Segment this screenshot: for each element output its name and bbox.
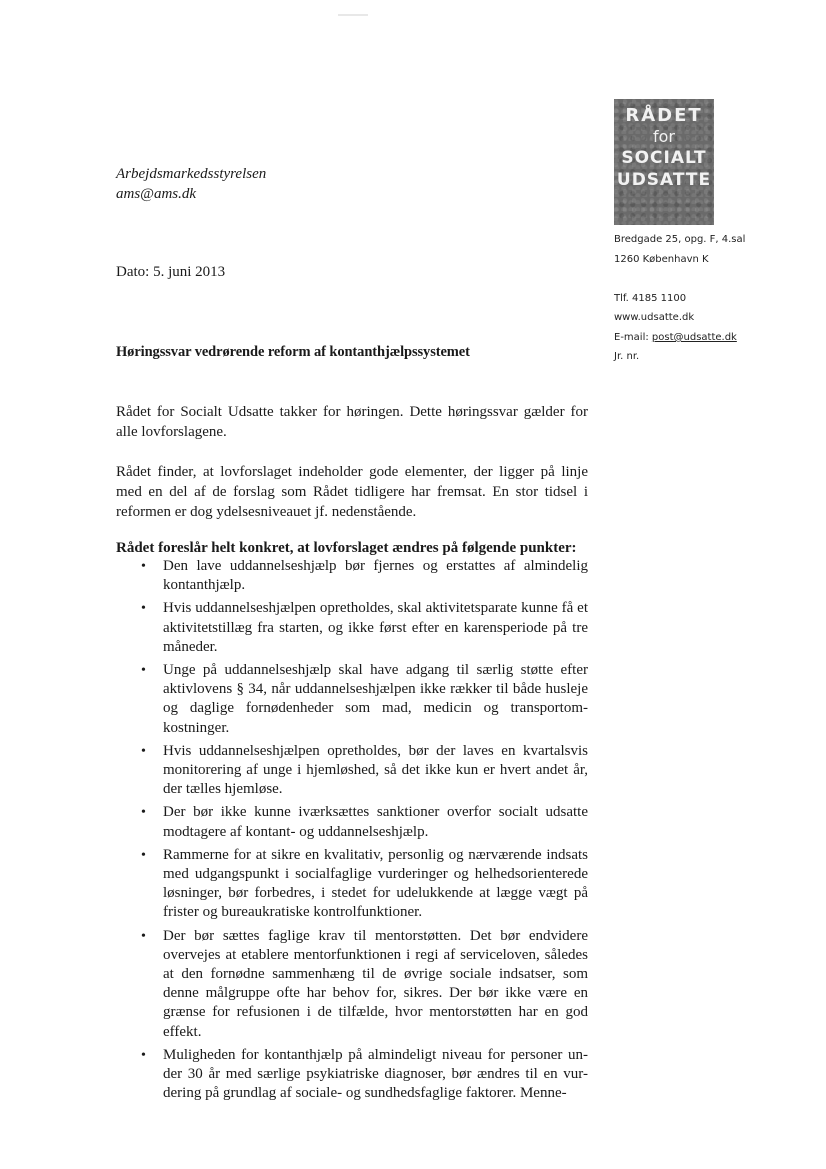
proposals-list: [116, 557, 588, 1107]
list-item: [116, 557, 588, 595]
page-mark: [338, 14, 368, 16]
logo-line-3: SOCIALT: [621, 148, 707, 168]
organization-logo: [614, 99, 714, 225]
logo-line-1: RÅDET: [625, 105, 703, 126]
contact-journal-number: Jr. nr.: [614, 351, 640, 362]
paragraph-assessment: Rådet finder, at lovforslaget indeholder gode elementer, der ligger på linje med en del af de forslag som Rådet tidligere har fremsat. En stor tidsel i reformen er dog ydelsesniveauet jf. nedenstående.: [116, 464, 588, 520]
proposals-heading: Rådet foreslår helt konkret, at lovforslaget ændres på følgende punkter:: [116, 540, 577, 556]
contact-email-link[interactable]: post@udsatte.dk: [651, 332, 737, 343]
bullet-icon: •: [141, 1047, 146, 1063]
bullet-icon: •: [141, 847, 146, 863]
bullet-icon: •: [141, 743, 146, 759]
list-item-text: Hvis uddannelseshjælpen opretholdes, skal aktivitetsparate kunne få et aktivitetstillæg fra starten, og ikke først efter en karensperiode på tre måneder.: [163, 600, 588, 655]
list-item-text: Muligheden for kontanthjælp på almindeligt niveau for personer un-der 30 år med særlige psykiatriske diagnoser, bør ændres til en vur-dering på grundlag af sociale- og sundhedsfaglige faktorer. Menne-: [163, 1046, 588, 1102]
contact-website-link[interactable]: www.udsatte.dk: [614, 312, 695, 323]
bullet-icon: •: [141, 928, 146, 944]
list-item-text: Unge på uddannelseshjælp skal have adgang til særlig støtte efter aktivlovens § 34, når uddannelseshjælpen ikke rækker til både husleje og daglige fornødenheder som mad, medicin og transportom-kostninger.: [163, 662, 588, 736]
bullet-icon: •: [141, 559, 146, 574]
list-item: [116, 927, 588, 1042]
contact-phone: Tlf. 4185 1100: [614, 293, 687, 304]
recipient-email: ams@ams.dk: [116, 186, 197, 202]
letter-subject: Høringssvar vedrørende reform af kontanthjælpssystemet: [116, 344, 470, 360]
list-item-text: Der bør sættes faglige krav til mentorstøtten. Det bør endvidere overvejes at etablere mentorfunktionen i regi af serviceloven, således at den fornødne sammenhæng til de øvrige sociale indsatser, som denne målgruppe ofte har behov for, sikres. Der bør ikke være en grænse for refusionen i de tilfælde, hvor mentorstøtten har en god effekt.: [163, 927, 588, 1040]
list-item-text: Hvis uddannelseshjælpen opretholdes, bør der laves en kvartalsvis monitorering af unge i hjemløshed, så det ikke kun er hvert andet år, der tælles hjemløse.: [163, 742, 588, 798]
list-item: [116, 803, 588, 841]
logo-line-2: for: [653, 127, 675, 146]
bullet-icon: •: [141, 663, 146, 679]
recipient-name: Arbejdsmarkedsstyrelsen: [116, 166, 267, 182]
list-item: [116, 846, 588, 923]
logo-line-4: UDSATTE: [616, 170, 712, 190]
list-item: [116, 599, 588, 657]
bullet-icon: •: [141, 601, 146, 617]
paragraph-thanks: Rådet for Socialt Udsatte takker for høringen. Dette høringssvar gælder for alle lovforslagene.: [116, 404, 588, 440]
list-item: [116, 661, 588, 738]
contact-email: [614, 331, 737, 344]
list-item: [116, 742, 588, 800]
list-item-text: Den lave uddannelseshjælp bør fjernes og erstattes af almindelig kontanthjælp.: [163, 558, 588, 594]
list-item: [116, 1046, 588, 1104]
recipient-block: [116, 164, 266, 204]
list-item-text: Rammerne for at sikre en kvalitativ, personlig og nærværende indsats med udgangspunkt i socialfaglige vurderinger og helhedsorienterede løsninger, bør forbedres, i stedet for udelukkende at lægge vægt på frister og bureaukratiske kontrolfunktioner.: [163, 846, 588, 921]
contact-email-label: E-mail:: [614, 332, 652, 343]
contact-address-line-2: 1260 København K: [614, 254, 709, 265]
contact-address-line-1: Bredgade 25, opg. F, 4.sal: [614, 234, 746, 245]
bullet-icon: •: [141, 805, 146, 821]
list-item-text: Der bør ikke kunne iværksættes sanktioner overfor socialt udsatte modtagere af kontant- og uddannelseshjælp.: [163, 804, 588, 840]
letter-date: Dato: 5. juni 2013: [116, 264, 226, 280]
